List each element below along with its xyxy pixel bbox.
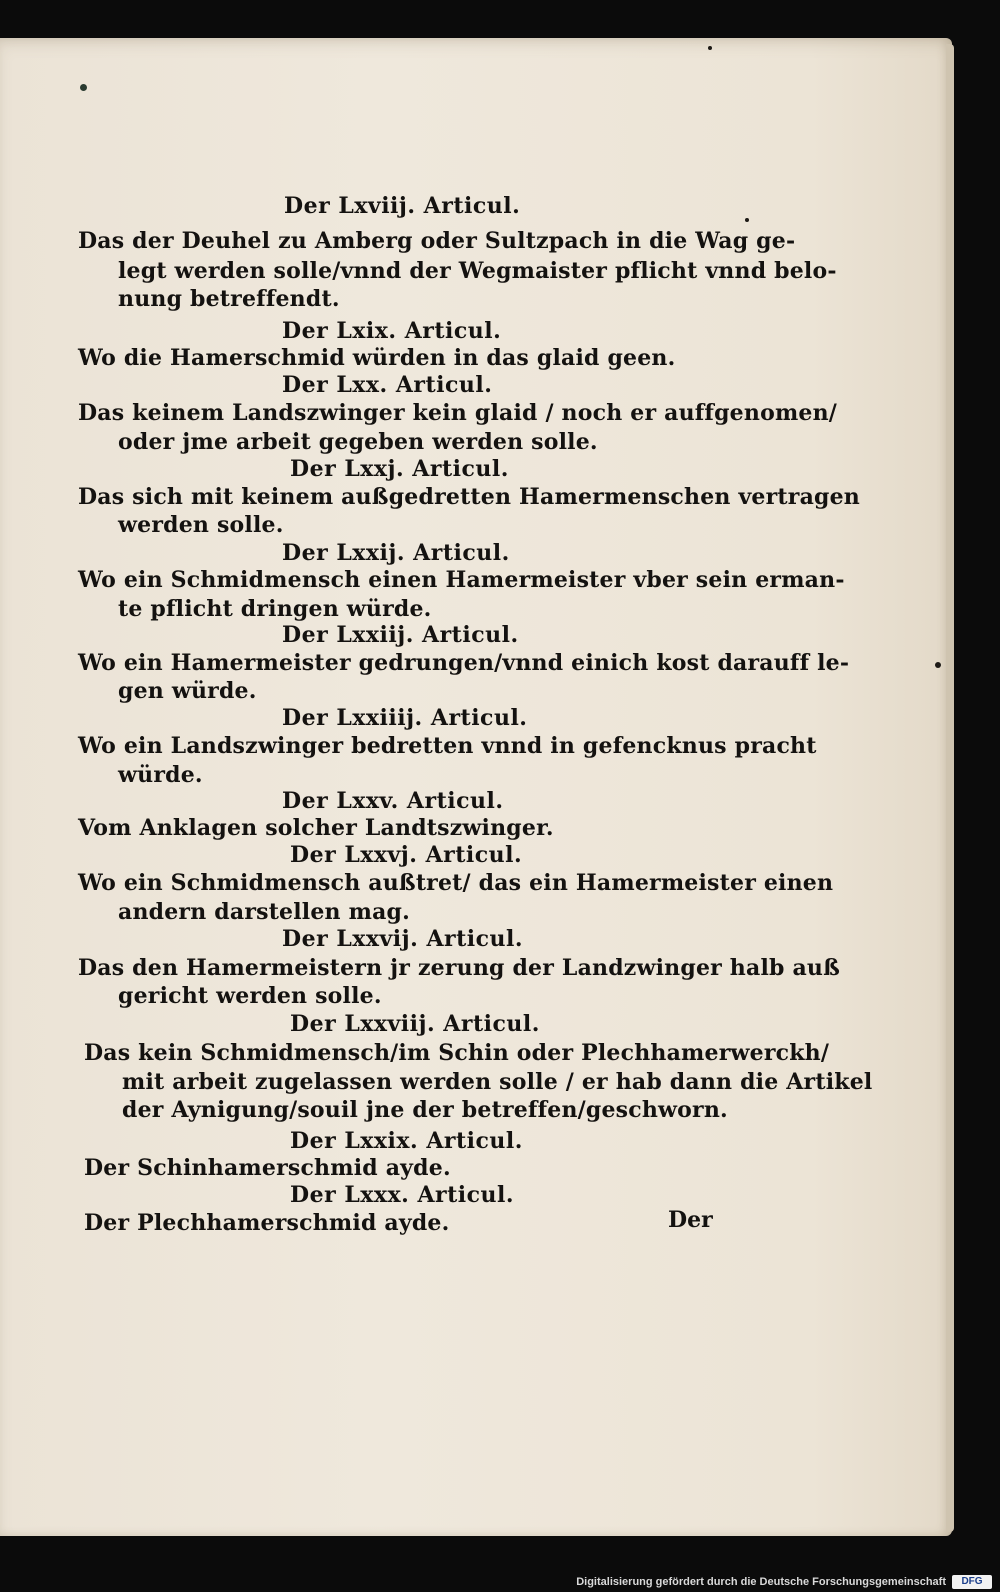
catchword: Der — [668, 1207, 713, 1233]
text-line: Wo ein Schmidmensch einen Hamermeister vber sein erman- — [78, 567, 845, 593]
text-line: Das der Deuhel zu Amberg oder Sultzpach in die Wag ge- — [78, 228, 796, 254]
text-line: Der Schinhamerschmid ayde. — [84, 1155, 451, 1181]
text-line: Wo ein Schmidmensch außtret/ das ein Hamermeister einen — [78, 870, 834, 896]
text-line: gericht werden solle. — [118, 983, 382, 1009]
ink-speck — [745, 218, 749, 222]
text-line: Das sich mit keinem außgedretten Hamermenschen vertragen — [78, 484, 861, 510]
text-line: nung betreffendt. — [118, 286, 340, 312]
text-line: Der Plechhamerschmid ayde. — [84, 1210, 450, 1236]
article-heading-79: Der Lxxix. Articul. — [290, 1128, 523, 1154]
ink-speck — [708, 46, 712, 50]
text-line: Das keinem Landszwinger kein glaid / noch er auffgenomen/ — [78, 400, 838, 426]
text-line: andern darstellen mag. — [118, 899, 410, 925]
text-line: Wo die Hamerschmid würden in das glaid geen. — [78, 345, 676, 371]
footer-bar — [0, 1572, 1000, 1592]
text-line: oder jme arbeit gegeben werden solle. — [118, 429, 598, 455]
text-line: te pflicht dringen würde. — [118, 596, 432, 622]
article-heading-75: Der Lxxv. Articul. — [282, 788, 504, 814]
text-line: Das kein Schmidmensch/im Schin oder Plechhamerwerckh/ — [84, 1040, 830, 1066]
article-heading-70: Der Lxx. Articul. — [282, 372, 493, 398]
article-heading-76: Der Lxxvj. Articul. — [290, 842, 523, 868]
text-line: legt werden solle/vnnd der Wegmaister pflicht vnnd belo- — [118, 258, 837, 284]
funding-notice: Digitalisierung gefördert durch die Deutsche Forschungsgemeinschaft — [576, 1576, 946, 1588]
article-heading-77: Der Lxxvij. Articul. — [282, 926, 524, 952]
text-line: gen würde. — [118, 678, 257, 704]
article-heading-72: Der Lxxij. Articul. — [282, 540, 510, 566]
article-heading-68: Der Lxviij. Articul. — [284, 193, 521, 219]
article-heading-78: Der Lxxviij. Articul. — [290, 1011, 540, 1037]
text-line: werden solle. — [118, 512, 284, 538]
article-heading-73: Der Lxxiij. Articul. — [282, 622, 519, 648]
text-line: Vom Anklagen solcher Landtszwinger. — [78, 815, 554, 841]
text-line: Das den Hamermeistern jr zerung der Landzwinger halb auß — [78, 955, 841, 981]
article-heading-69: Der Lxix. Articul. — [282, 318, 502, 344]
text-line: mit arbeit zugelassen werden solle / er hab dann die Artikel — [122, 1069, 873, 1095]
article-heading-74: Der Lxxiiij. Articul. — [282, 705, 528, 731]
article-heading-80: Der Lxxx. Articul. — [290, 1182, 515, 1208]
text-line: Wo ein Landszwinger bedretten vnnd in gefencknus pracht — [78, 733, 817, 759]
text-line: würde. — [118, 762, 203, 788]
dfg-logo: DFG — [952, 1575, 992, 1589]
text-line: der Aynigung/souil jne der betreffen/geschworn. — [122, 1097, 728, 1123]
article-heading-71: Der Lxxj. Articul. — [290, 456, 509, 482]
ink-speck — [935, 662, 941, 668]
ink-speck — [80, 84, 87, 91]
text-line: Wo ein Hamermeister gedrungen/vnnd einich kost darauff le- — [78, 650, 850, 676]
